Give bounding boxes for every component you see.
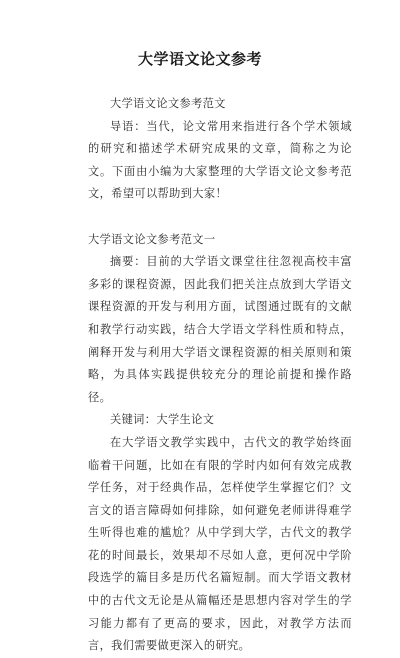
- paragraph-spacer: [88, 206, 352, 229]
- body-paragraph: 在大学语文教学实践中，古代文的教学始终面临着干问题，比如在有限的学时内如何有效完成教学任务，对于经典作品，怎样使学生掌握它们？文言文的语言障碍如何排除，如何避免老师讲得难学生听得也难的尴尬？从中学到大学，古代文的教学花的时间最长，效果却不尽如人意，更何况中学阶段选学的篇目多是历代名篇短制。而大学语文教材中的古代文无论是从篇幅还是思想内容对学生的学习能力都有了更高的要求，因此，对教学方法而言，我们需要做更深入的研究。: [88, 435, 352, 653]
- keywords-line: 关键词：大学生论文: [110, 413, 215, 427]
- document-body: [88, 93, 352, 658]
- section-heading: 大学语文论文参考范文一: [88, 232, 216, 246]
- subtitle-line: 大学语文论文参考范文: [110, 97, 226, 110]
- abstract-paragraph: 摘要：目前的大学语文课堂往往忽视高校丰富多彩的课程资源，因此我们把关注点放到大学语文课程资源的开发与利用方面，试图通过既有的文献和教学行动实践，结合大学语文学科性质和特点，阐释开发与利用大学语文课程资源的相关原则和策略，为具体实践提供较充分的理论前提和操作路径。: [88, 255, 352, 404]
- document-title: 大学语文论文参考: [137, 50, 262, 68]
- intro-paragraph: 导语：当代，论文常用来指进行各个学术领域的研究和描述学术研究成果的文章，简称之为论文。下面由小编为大家整理的大学语文论文参考范文，希望可以帮助到大家！: [88, 119, 352, 201]
